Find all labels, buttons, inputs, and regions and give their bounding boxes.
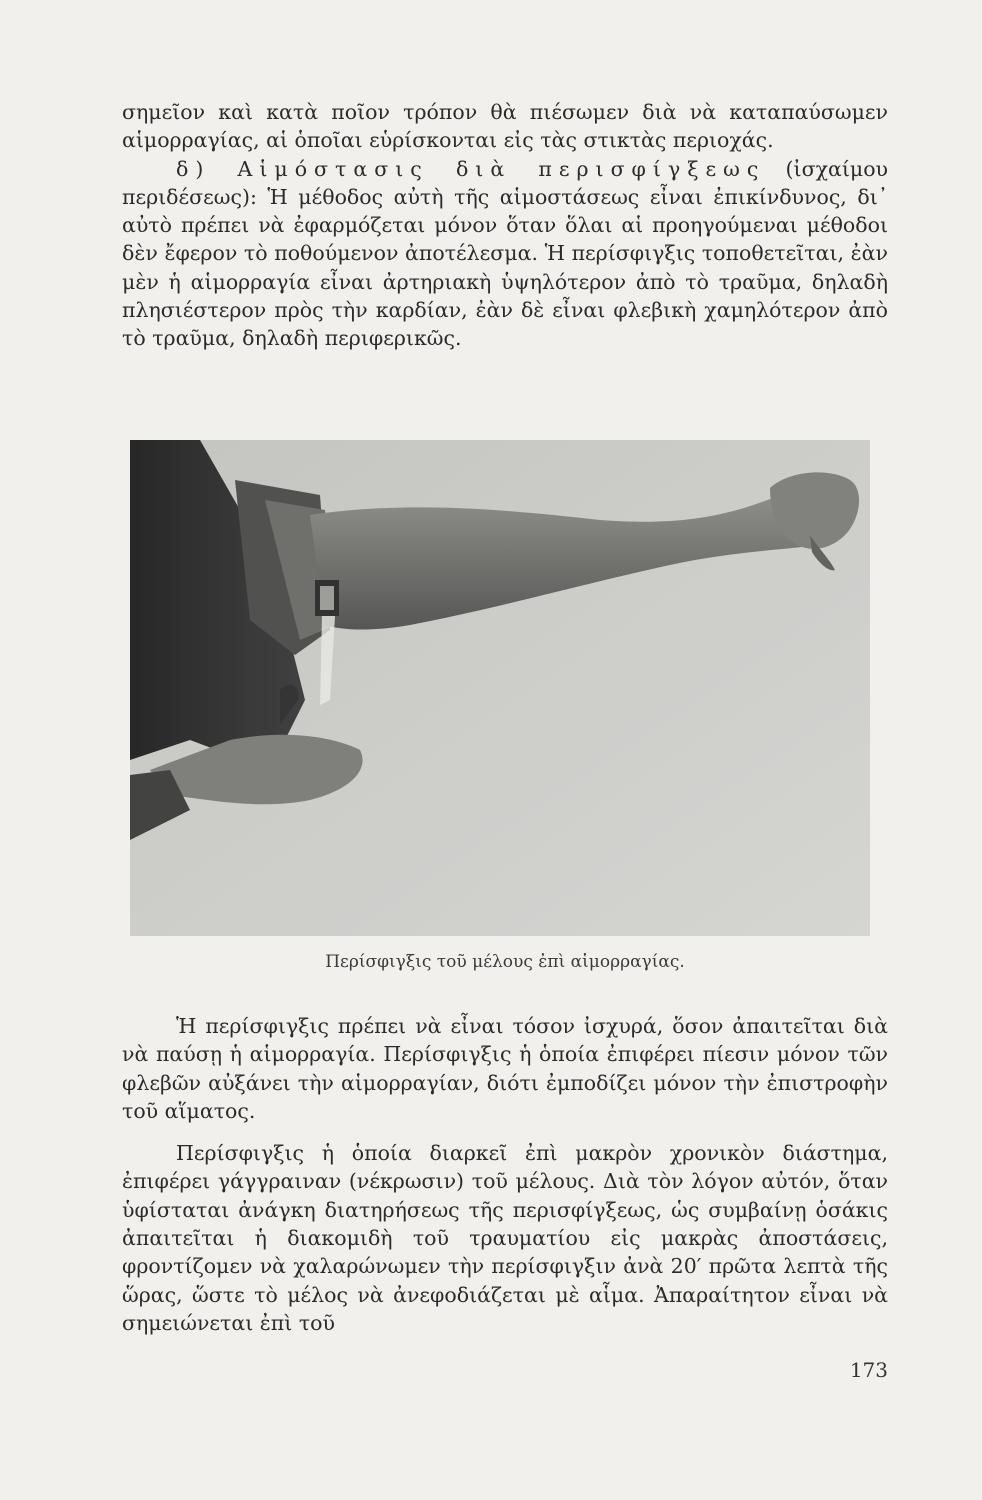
top-text-block bbox=[122, 98, 888, 353]
paragraph-duration: Περίσφιγξις ἡ ὁποία διαρκεῖ ἐπὶ μακρὸν χρονικὸν διάστημα, ἐπιφέρει γάγγραιναν (νέκρωσιν) τοῦ μέλους. Διὰ τὸν λόγον αὐτόν, ὅταν ὑφίσταται ἀνάγκη διατηρήσεως τῆς περισφίγξεως, ὡς συμβαίνῃ ὁσάκις ἀπαιτεῖται ἡ διακομιδὴ τοῦ τραυματίου εἰς μακρὰς ἀποστάσεις, φροντίζομεν νὰ χαλαρώνωμεν τὴν περίσφιγξιν ἀνὰ 20′ πρῶτα λεπτὰ τῆς ὥρας, ὥστε τὸ μέλος νὰ ἀνεφοδιάζεται μὲ αἷμα. Ἀπαραίτητον εἶναι νὰ σημειώνεται ἐπὶ τοῦ bbox=[122, 1141, 888, 1335]
bottom-text-block bbox=[122, 1012, 888, 1337]
section-heading-inline: δ) Αἱμόστασις διὰ περισφίγξεως bbox=[176, 156, 766, 181]
paragraph-tourniquet-body: (ἰσχαίμου περιδέσεως): Ἡ μέθοδος αὐτὴ τῆς αἱμοστάσεως εἶναι ἐπικίνδυνος, δι᾽ αὐτὸ πρέπει νὰ ἐφαρμόζεται μόνον ὅταν ὅλαι αἱ προηγούμεναι μέθοδοι δὲν ἔφερον τὸ ποθούμενον ἀποτέλεσμα. Ἡ περίσφιγξις τοποθετεῖται, ἐὰν μὲν ἡ αἱμορραγία εἶναι ἀρτηριακὴ ὑψηλότερον ἀπὸ τὸ τραῦμα, δηλαδὴ πλησιέστερον πρὸς τὴν καρδίαν, ἐὰν δὲ εἶναι φλεβικὴ χαμηλότερον ἀπὸ τὸ τραῦμα, δηλαδὴ περιφερικῶς. bbox=[122, 156, 888, 351]
figure-caption: Περίσφιγξις τοῦ μέλους ἐπὶ αἱμορραγίας. bbox=[325, 952, 685, 972]
arm-tourniquet-illustration bbox=[130, 440, 870, 936]
page-number: 173 bbox=[849, 1358, 888, 1382]
paragraph-continuation: σημεῖον καὶ κατὰ ποῖον τρόπον θὰ πιέσωμεν διὰ νὰ καταπαύσωμεν αἱμορραγίας, αἱ ὁποῖαι εὑρίσκονται εἰς τὰς στικτὰς περιοχάς. bbox=[122, 100, 888, 153]
paragraph-pressure: Ἡ περίσφιγξις πρέπει νὰ εἶναι τόσον ἰσχυρά, ὅσον ἀπαιτεῖται διὰ νὰ παύσῃ ἡ αἱμορραγία. Περίσφιγξις ἡ ὁποία ἐπιφέρει πίεσιν μόνον τῶν φλεβῶν αὐξάνει τὴν αἱμορραγίαν, διότι ἐμποδίζει μόνον τὴν ἐπιστροφὴν τοῦ αἵματος. bbox=[122, 1014, 888, 1123]
tourniquet-photo bbox=[130, 440, 870, 936]
paragraph-tourniquet-method bbox=[122, 155, 888, 353]
